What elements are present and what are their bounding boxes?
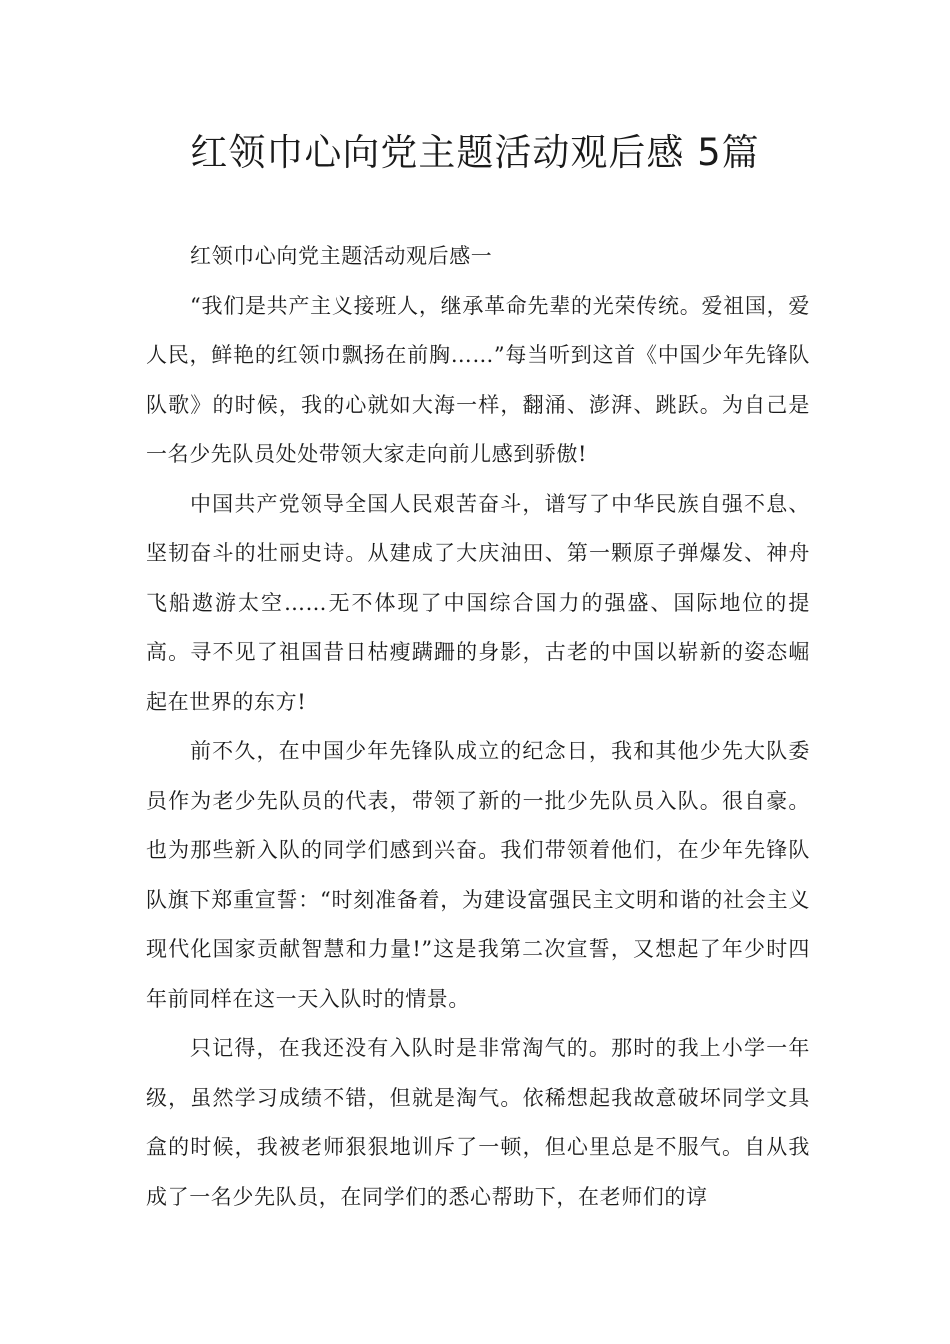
paragraph-4: 只记得，在我还没有入队时是非常淘气的。那时的我上小学一年级，虽然学习成绩不错，但就是淘气。依稀想起我故意破坏同学文具盒的时候，我被老师狠狠地训斥了一顿，但心里总是不服气。自从我成了一名少先队员，在同学们的悉心帮助下，在老师们的谆 [146, 1036, 810, 1209]
paragraph-2: 中国共产党领导全国人民艰苦奋斗，谱写了中华民族自强不息、坚韧奋斗的壮丽史诗。从建成了大庆油田、第一颗原子弹爆发、神舟飞船遨游太空……无不体现了中国综合国力的强盛、国际地位的提高。寻不见了祖国昔日枯瘦蹒跚的身影，古老的中国以崭新的姿态崛起在世界的东方! [146, 491, 810, 714]
paragraph-1: “我们是共产主义接班人，继承革命先辈的光荣传统。爱祖国，爱人民，鲜艳的红领巾飘扬在前胸……”每当听到这首《中国少年先锋队队歌》的时候，我的心就如大海一样，翻涌、澎湃、跳跃。为自己是一名少先队员处处带领大家走向前儿感到骄傲! [146, 293, 810, 466]
paragraph-3: 前不久，在中国少年先锋队成立的纪念日，我和其他少先大队委员作为老少先队员的代表，带领了新的一批少先队员入队。很自豪。也为那些新入队的同学们感到兴奋。我们带领着他们，在少年先锋队队旗下郑重宣誓：“时刻准备着，为建设富强民主文明和谐的社会主义现代化国家贡献智慧和力量!”这是我第二次宣誓，又想起了年少时四年前同样在这一天入队时的情景。 [146, 739, 810, 1011]
document-title: 红领巾心向党主题活动观后感 5篇 [190, 131, 760, 174]
section-heading: 红领巾心向党主题活动观后感一 [190, 244, 493, 268]
document-body [146, 232, 810, 1222]
